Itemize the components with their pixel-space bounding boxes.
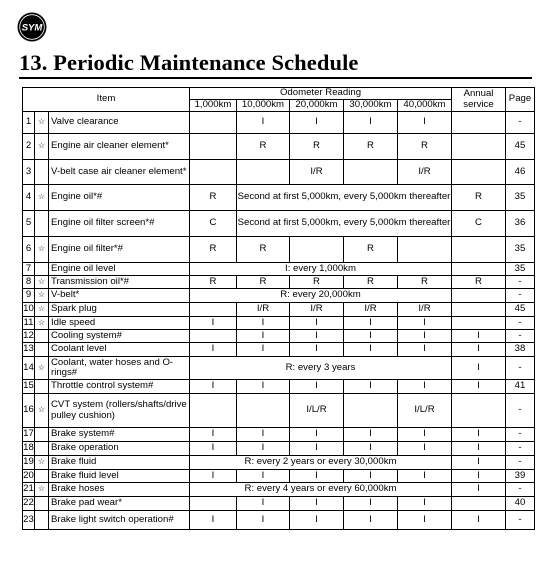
page-cell: 46 <box>506 160 535 185</box>
interval-span: R: every 4 years or every 60,000km <box>190 483 452 497</box>
interval-cell: I <box>398 428 452 442</box>
interval-cell: I <box>190 428 237 442</box>
table-row <box>23 428 535 442</box>
table-row <box>23 303 535 317</box>
interval-cell: I/R <box>290 303 344 317</box>
header-interval: 1,000km <box>190 100 237 112</box>
annual-cell: I <box>452 330 506 343</box>
interval-cell: I/L/R <box>290 394 344 428</box>
title-underline <box>19 77 532 79</box>
page-cell: - <box>506 112 535 134</box>
interval-cell: I <box>398 380 452 394</box>
interval-cell: I <box>290 330 344 343</box>
interval-cell: I <box>398 442 452 456</box>
row-number: 11 <box>23 316 34 328</box>
interval-cell: I <box>190 380 237 394</box>
interval-cell: I <box>290 317 344 330</box>
star-icon <box>35 428 49 442</box>
interval-cell: I <box>398 112 452 134</box>
interval-cell <box>237 394 290 428</box>
header-interval: 20,000km <box>290 100 344 112</box>
table-row <box>23 442 535 456</box>
table-row <box>23 343 535 357</box>
star-icon: ☆ <box>35 483 49 497</box>
interval-cell: I <box>190 317 237 330</box>
item-name: Brake fluid <box>49 456 190 470</box>
row-number: 2 <box>23 134 35 160</box>
interval-cell: I <box>344 112 398 134</box>
logo-text: SYM <box>21 22 43 34</box>
interval-cell <box>190 112 237 134</box>
row-number: 20 <box>23 469 34 481</box>
row-number: 16 <box>23 394 35 428</box>
annual-cell <box>452 112 506 134</box>
annual-cell <box>452 134 506 160</box>
page-title: 13. Periodic Maintenance Schedule <box>19 50 359 75</box>
interval-cell: I <box>237 317 290 330</box>
annual-cell <box>452 317 506 330</box>
table-row <box>23 134 535 160</box>
page-cell: 35 <box>506 185 535 211</box>
interval-cell: I <box>290 442 344 456</box>
interval-cell: I <box>237 330 290 343</box>
interval-cell: I <box>237 428 290 442</box>
table-row <box>23 456 535 470</box>
table-row <box>23 330 535 343</box>
table-row <box>23 263 535 276</box>
header-page: Page <box>506 88 535 112</box>
item-name: Valve clearance <box>49 112 190 134</box>
item-name: Engine oil filter*# <box>49 237 190 263</box>
table-row <box>23 185 535 211</box>
interval-cell: I/R <box>237 303 290 317</box>
page-cell: - <box>506 394 535 428</box>
row-number: 12 <box>23 329 34 341</box>
interval-cell: I <box>237 343 290 357</box>
page-cell: - <box>506 276 535 289</box>
interval-cell: R <box>190 237 237 263</box>
interval-cell: I <box>290 380 344 394</box>
row-number: 4 <box>23 185 35 211</box>
interval-span: Second at first 5,000km, every 5,000km thereafter <box>237 185 452 211</box>
item-name: Spark plug <box>49 303 190 317</box>
page-cell: 40 <box>506 497 535 511</box>
row-number: 17 <box>23 428 35 442</box>
interval-cell <box>190 303 237 317</box>
sym-logo <box>17 12 47 42</box>
annual-cell: I <box>452 442 506 456</box>
table-row <box>23 497 535 511</box>
interval-cell: I <box>344 442 398 456</box>
page-cell: 39 <box>506 470 535 483</box>
interval-cell <box>190 394 237 428</box>
row-number: 9 <box>23 289 35 303</box>
interval-cell: I <box>237 511 290 530</box>
row-number: 23 <box>23 511 35 530</box>
table-row <box>23 237 535 263</box>
annual-cell: R <box>452 185 506 211</box>
page-cell: 38 <box>506 343 535 357</box>
interval-cell: R <box>237 134 290 160</box>
interval-cell: R <box>237 237 290 263</box>
page-cell: 41 <box>506 380 535 394</box>
annual-cell <box>452 160 506 185</box>
interval-span: Second at first 5,000km, every 5,000km thereafter <box>237 211 452 237</box>
star-icon <box>35 497 49 511</box>
star-icon <box>35 211 49 237</box>
interval-cell <box>190 497 237 511</box>
row-number: 22 <box>23 497 35 511</box>
interval-cell: I <box>344 428 398 442</box>
interval-cell: I <box>344 380 398 394</box>
star-icon: ☆ <box>35 357 49 380</box>
interval-cell <box>190 160 237 185</box>
interval-span: R: every 20,000km <box>190 289 452 303</box>
row-number: 14 <box>23 357 35 380</box>
interval-cell: I <box>237 442 290 456</box>
table-row <box>23 511 535 530</box>
row-number: 10 <box>23 303 35 317</box>
star-icon: ☆ <box>35 289 49 303</box>
header-interval: 40,000km <box>398 100 452 112</box>
interval-cell: I <box>344 317 398 330</box>
row-number: 6 <box>23 237 35 263</box>
header-odometer: Odometer Reading <box>190 88 452 100</box>
maintenance-schedule-table <box>22 87 535 530</box>
interval-cell: C <box>190 211 237 237</box>
row-number: 21 <box>23 483 35 497</box>
interval-cell: I <box>290 112 344 134</box>
item-name: Engine oil filter screen*# <box>49 211 190 237</box>
table-row <box>23 289 535 303</box>
page-cell: 45 <box>506 134 535 160</box>
item-name: Coolant, water hoses and O-rings# <box>49 357 190 380</box>
table-row <box>23 317 535 330</box>
interval-cell: I <box>398 343 452 357</box>
item-name: V-belt case air cleaner element* <box>49 160 190 185</box>
row-number: 5 <box>23 211 35 237</box>
item-name: Brake operation <box>49 442 190 456</box>
interval-cell: I <box>398 511 452 530</box>
item-name: Idle speed <box>49 317 190 330</box>
star-icon: ☆ <box>35 185 49 211</box>
annual-cell <box>452 263 506 276</box>
page-cell: - <box>506 456 535 470</box>
page-cell: - <box>506 511 535 530</box>
table-row <box>23 380 535 394</box>
row-number: 15 <box>23 380 35 394</box>
interval-cell: I <box>344 497 398 511</box>
annual-cell: I <box>452 483 506 497</box>
item-name: Brake system# <box>49 428 190 442</box>
interval-cell: I <box>344 511 398 530</box>
interval-cell <box>190 134 237 160</box>
annual-cell: R <box>452 276 506 289</box>
star-icon <box>35 330 49 343</box>
interval-cell <box>290 237 344 263</box>
interval-cell <box>344 394 398 428</box>
interval-cell: R <box>190 185 237 211</box>
row-number: 18 <box>23 442 35 456</box>
star-icon <box>35 380 49 394</box>
interval-cell: I <box>237 112 290 134</box>
annual-cell: I <box>452 511 506 530</box>
interval-cell: I <box>237 470 290 483</box>
header-interval: 30,000km <box>344 100 398 112</box>
interval-cell: I <box>344 470 398 483</box>
star-icon: ☆ <box>35 394 49 428</box>
interval-cell: I <box>190 343 237 357</box>
interval-cell: I <box>290 470 344 483</box>
annual-cell <box>452 497 506 511</box>
page-cell: - <box>506 330 535 343</box>
star-icon <box>35 511 49 530</box>
item-name: Brake light switch operation# <box>49 511 190 530</box>
star-icon: ☆ <box>35 317 49 330</box>
interval-cell: I <box>237 497 290 511</box>
interval-cell: I <box>290 497 344 511</box>
page-cell: - <box>506 442 535 456</box>
interval-cell: I <box>190 442 237 456</box>
header-annual: Annual service <box>452 88 506 112</box>
annual-cell <box>452 237 506 263</box>
row-number: 19 <box>23 456 35 470</box>
annual-cell: I <box>452 357 506 380</box>
table-row <box>23 112 535 134</box>
header-item: Item <box>23 88 190 112</box>
item-name: Engine air cleaner element* <box>49 134 190 160</box>
interval-cell: R <box>237 276 290 289</box>
item-name: Brake fluid level <box>49 470 190 483</box>
interval-cell <box>344 160 398 185</box>
interval-cell: R <box>344 134 398 160</box>
interval-cell: R <box>398 134 452 160</box>
annual-cell <box>452 303 506 317</box>
table-row <box>23 470 535 483</box>
interval-cell <box>190 330 237 343</box>
interval-cell: R <box>398 276 452 289</box>
page-cell: 35 <box>506 263 535 276</box>
annual-cell <box>452 394 506 428</box>
interval-cell: I <box>237 380 290 394</box>
star-icon: ☆ <box>35 112 49 134</box>
interval-cell: I/R <box>398 160 452 185</box>
star-icon: ☆ <box>35 134 49 160</box>
item-name: Brake hoses <box>49 483 190 497</box>
annual-cell: C <box>452 211 506 237</box>
interval-cell: I <box>190 511 237 530</box>
table-row <box>23 160 535 185</box>
annual-cell: I <box>452 428 506 442</box>
page-cell: - <box>506 289 535 303</box>
interval-cell: I <box>290 343 344 357</box>
interval-cell <box>398 237 452 263</box>
item-name: V-belt* <box>49 289 190 303</box>
page-cell: - <box>506 357 535 380</box>
annual-cell: I <box>452 380 506 394</box>
page-cell: - <box>506 317 535 330</box>
item-name: Brake pad wear* <box>49 497 190 511</box>
interval-cell: I <box>290 511 344 530</box>
row-number: 7 <box>23 263 35 276</box>
interval-cell: R <box>290 134 344 160</box>
row-number: 13 <box>23 343 35 357</box>
item-name: Transmission oil*# <box>49 276 190 289</box>
interval-span: R: every 3 years <box>190 357 452 380</box>
item-name: Cooling system# <box>49 330 190 343</box>
table-row <box>23 357 535 380</box>
star-icon <box>35 343 49 357</box>
row-number: 3 <box>23 160 35 185</box>
annual-cell <box>452 289 506 303</box>
interval-cell: I <box>398 317 452 330</box>
interval-cell: I/R <box>398 303 452 317</box>
interval-cell: I <box>398 330 452 343</box>
interval-cell: I <box>344 330 398 343</box>
interval-cell: I <box>344 343 398 357</box>
interval-cell: I <box>398 470 452 483</box>
item-name: CVT system (rollers/shafts/drive pulley cushion) <box>49 394 190 428</box>
star-icon <box>35 470 49 483</box>
interval-cell: I <box>290 428 344 442</box>
item-name: Throttle control system# <box>49 380 190 394</box>
row-number: 1 <box>23 112 35 134</box>
interval-cell <box>237 160 290 185</box>
star-icon: ☆ <box>35 237 49 263</box>
star-icon <box>35 442 49 456</box>
table-row <box>23 483 535 497</box>
interval-cell: I <box>398 497 452 511</box>
interval-cell: I/R <box>290 160 344 185</box>
table-row <box>23 276 535 289</box>
star-icon <box>35 160 49 185</box>
star-icon: ☆ <box>35 276 49 289</box>
item-name: Coolant level <box>49 343 190 357</box>
star-icon: ☆ <box>35 456 49 470</box>
interval-cell: R <box>344 237 398 263</box>
page-cell: - <box>506 483 535 497</box>
page-cell: 35 <box>506 237 535 263</box>
table-row <box>23 211 535 237</box>
interval-cell: I/L/R <box>398 394 452 428</box>
interval-cell: R <box>344 276 398 289</box>
interval-span: R: every 2 years or every 30,000km <box>190 456 452 470</box>
annual-cell: I <box>452 470 506 483</box>
page-cell: 45 <box>506 303 535 317</box>
row-number: 8 <box>23 276 35 289</box>
interval-cell: R <box>190 276 237 289</box>
star-icon: ☆ <box>35 303 49 317</box>
page-cell: - <box>506 428 535 442</box>
annual-cell: I <box>452 343 506 357</box>
item-name: Engine oil*# <box>49 185 190 211</box>
interval-cell: I/R <box>344 303 398 317</box>
star-icon <box>35 263 49 276</box>
page-cell: 36 <box>506 211 535 237</box>
header-interval: 10,000km <box>237 100 290 112</box>
interval-cell: R <box>290 276 344 289</box>
annual-cell: I <box>452 456 506 470</box>
item-name: Engine oil level <box>49 263 190 276</box>
interval-span: I: every 1,000km <box>190 263 452 276</box>
interval-cell: I <box>190 470 237 483</box>
table-row <box>23 394 535 428</box>
